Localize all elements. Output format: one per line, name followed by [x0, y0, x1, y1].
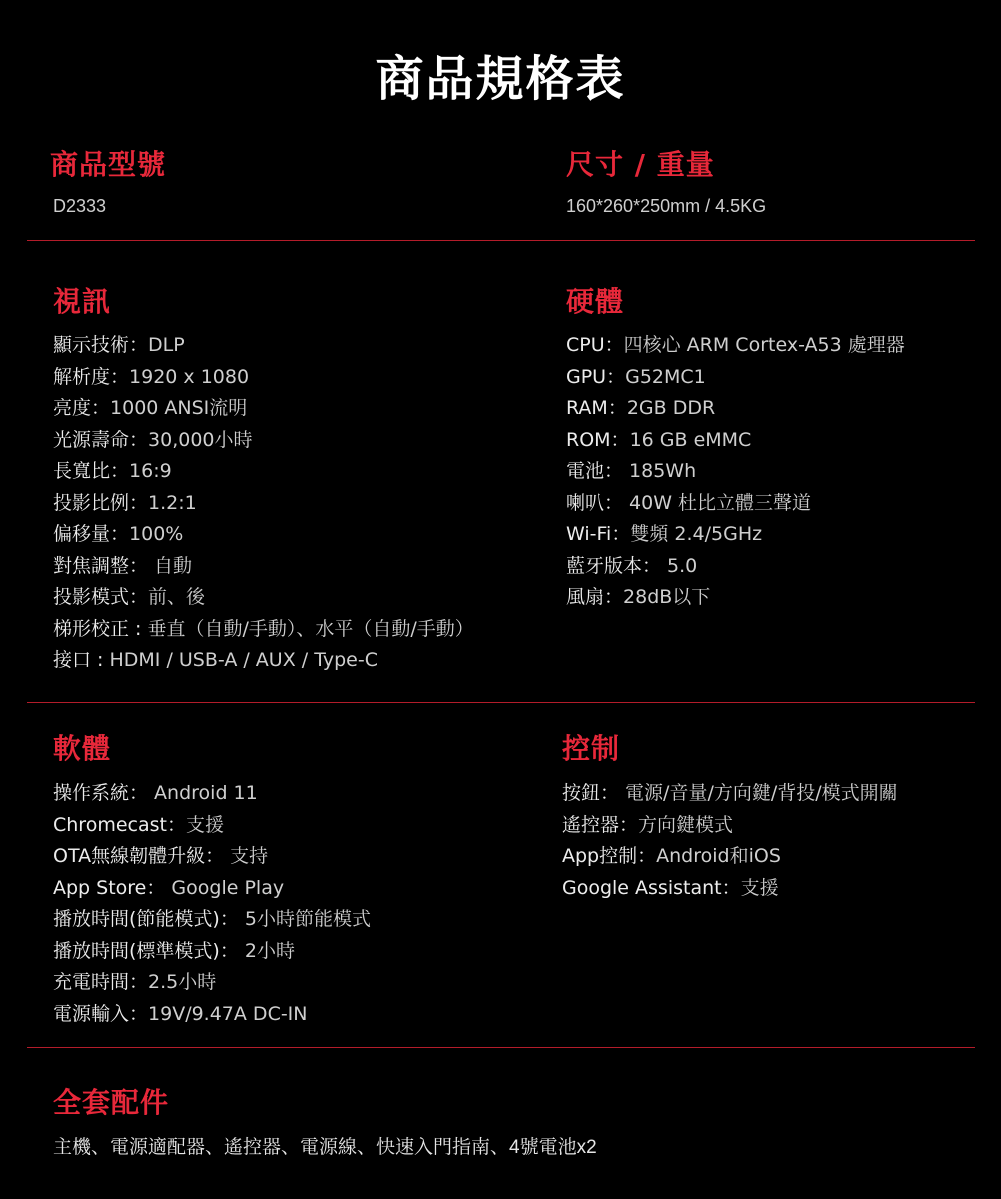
video-spec-item: [53, 614, 474, 646]
spec-value: 16:9: [129, 460, 172, 482]
spec-label: 顯示技術：: [53, 334, 149, 356]
spec-label: 喇叭：: [566, 491, 630, 514]
software-heading: 軟體: [53, 732, 112, 765]
spec-label: Google Assistant：: [562, 876, 741, 899]
spec-value: 雙頻 2.4/5GHz: [630, 523, 763, 545]
video-spec-list: [53, 330, 474, 677]
hardware-spec-item: [566, 362, 905, 394]
control-spec-item: [562, 810, 898, 842]
spec-label: 長寬比：: [53, 460, 130, 482]
spec-value: Google Play: [171, 876, 285, 899]
control-spec-item: [562, 778, 898, 810]
spec-label: 播放時間(標準模式)：: [53, 939, 245, 962]
spec-value: 2GB DDR: [626, 397, 716, 419]
video-spec-item: [53, 551, 474, 583]
spec-value: 2.5小時: [148, 971, 217, 993]
spec-label: OTA無線韌體升級：: [53, 845, 231, 867]
software-spec-item: [53, 810, 371, 842]
spec-value: 支援: [185, 813, 224, 836]
software-spec-item: [53, 999, 371, 1031]
video-spec-item: [53, 582, 474, 614]
spec-label: 亮度：: [53, 397, 111, 419]
spec-value: G52MC1: [625, 365, 706, 388]
spec-value: Android 11: [154, 782, 258, 804]
hardware-spec-item: [566, 488, 905, 520]
size-heading: 尺寸 / 重量: [566, 148, 715, 181]
video-spec-item: [53, 456, 474, 488]
hardware-spec-item: [566, 551, 905, 583]
spec-value: 支持: [230, 845, 269, 867]
video-spec-item: [53, 488, 474, 520]
page-title: 商品規格表: [375, 51, 626, 107]
spec-label: 電池：: [566, 460, 630, 482]
spec-label: 光源壽命：: [53, 428, 149, 451]
spec-label: 投影比例：: [53, 491, 149, 514]
video-spec-item: [53, 362, 474, 394]
software-spec-item: [53, 967, 371, 999]
accessories-heading: 全套配件: [53, 1086, 170, 1119]
video-spec-item: [53, 645, 474, 677]
control-spec-item: [562, 841, 898, 873]
spec-label: App Store：: [53, 876, 172, 899]
spec-label: 操作系統：: [53, 782, 155, 804]
spec-value: 40W 杜比立體三聲道: [629, 491, 812, 514]
spec-label: 風扇：: [566, 586, 624, 608]
spec-value: 方向鍵模式: [638, 813, 734, 836]
hardware-spec-item: [566, 456, 905, 488]
spec-label: Chromecast：: [53, 813, 186, 836]
spec-label: GPU：: [566, 365, 626, 388]
spec-value: DLP: [148, 334, 185, 356]
spec-label: RAM：: [566, 397, 627, 419]
hardware-spec-item: [566, 582, 905, 614]
spec-label: 按鈕：: [562, 782, 626, 804]
software-spec-item: [53, 778, 371, 810]
hardware-heading: 硬體: [566, 285, 625, 318]
video-spec-item: [53, 519, 474, 551]
spec-label: 投影模式：: [53, 586, 149, 608]
spec-value: 16 GB eMMC: [629, 428, 752, 451]
spec-value: 28dB以下: [623, 586, 711, 608]
divider-1: [27, 240, 975, 241]
software-spec-item: [53, 873, 371, 905]
hardware-spec-item: [566, 425, 905, 457]
control-spec-list: [562, 778, 898, 904]
spec-value: 1000 ANSI流明: [110, 397, 248, 419]
divider-3: [27, 1047, 975, 1048]
spec-label: 梯形校正 :: [53, 617, 148, 640]
spec-value: 四核心 ARM Cortex-A53 處理器: [623, 334, 905, 356]
spec-value: 1.2:1: [148, 491, 197, 514]
video-heading: 視訊: [53, 285, 112, 318]
spec-value: 1920 x 1080: [129, 365, 250, 388]
software-spec-list: [53, 778, 371, 1030]
spec-label: ROM：: [566, 428, 630, 451]
spec-value: 垂直（自動/手動）、水平（自動/手動）: [147, 617, 474, 640]
spec-value: 100%: [129, 523, 184, 545]
control-spec-item: [562, 873, 898, 905]
spec-label: 藍牙版本：: [566, 554, 668, 577]
control-heading: 控制: [562, 732, 621, 765]
spec-label: 接口 :: [53, 649, 110, 671]
hardware-spec-list: [566, 330, 905, 614]
spec-value: 自動: [154, 554, 193, 577]
spec-label: 播放時間(節能模式)：: [53, 908, 245, 930]
spec-value: HDMI / USB-A / AUX / Type-C: [109, 649, 378, 671]
spec-value: Android和iOS: [656, 845, 781, 867]
spec-value: 2小時: [244, 939, 295, 962]
spec-value: 5.0: [667, 554, 698, 577]
spec-label: 充電時間：: [53, 971, 149, 993]
spec-value: 電源/音量/方向鍵/背投/模式開關: [625, 782, 898, 804]
spec-value: 5小時節能模式: [244, 908, 371, 930]
software-spec-item: [53, 936, 371, 968]
video-spec-item: [53, 393, 474, 425]
video-spec-item: [53, 425, 474, 457]
spec-label: 偏移量：: [53, 523, 130, 545]
spec-value: 前、後: [148, 586, 206, 608]
hardware-spec-item: [566, 330, 905, 362]
size-value: 160*260*250mm / 4.5KG: [566, 196, 767, 216]
spec-label: 對焦調整：: [53, 554, 155, 577]
hardware-spec-item: [566, 519, 905, 551]
spec-value: 支援: [740, 876, 779, 899]
software-spec-item: [53, 841, 371, 873]
model-value: D2333: [53, 196, 107, 216]
spec-label: 解析度：: [53, 365, 130, 388]
accessories-value: 主機、電源適配器、遙控器、電源線、快速入門指南、4號電池x2: [53, 1137, 597, 1158]
spec-label: 電源輸入：: [53, 1002, 149, 1025]
spec-label: Wi-Fi：: [566, 523, 631, 545]
video-spec-item: [53, 330, 474, 362]
spec-value: 30,000小時: [148, 428, 253, 451]
hardware-spec-item: [566, 393, 905, 425]
spec-label: App控制：: [562, 845, 657, 867]
spec-value: 185Wh: [629, 460, 697, 482]
model-heading: 商品型號: [50, 148, 167, 181]
spec-value: 19V/9.47A DC-IN: [148, 1002, 308, 1025]
spec-label: CPU：: [566, 334, 624, 356]
software-spec-item: [53, 904, 371, 936]
spec-label: 遙控器：: [562, 813, 639, 836]
divider-2: [27, 702, 975, 703]
